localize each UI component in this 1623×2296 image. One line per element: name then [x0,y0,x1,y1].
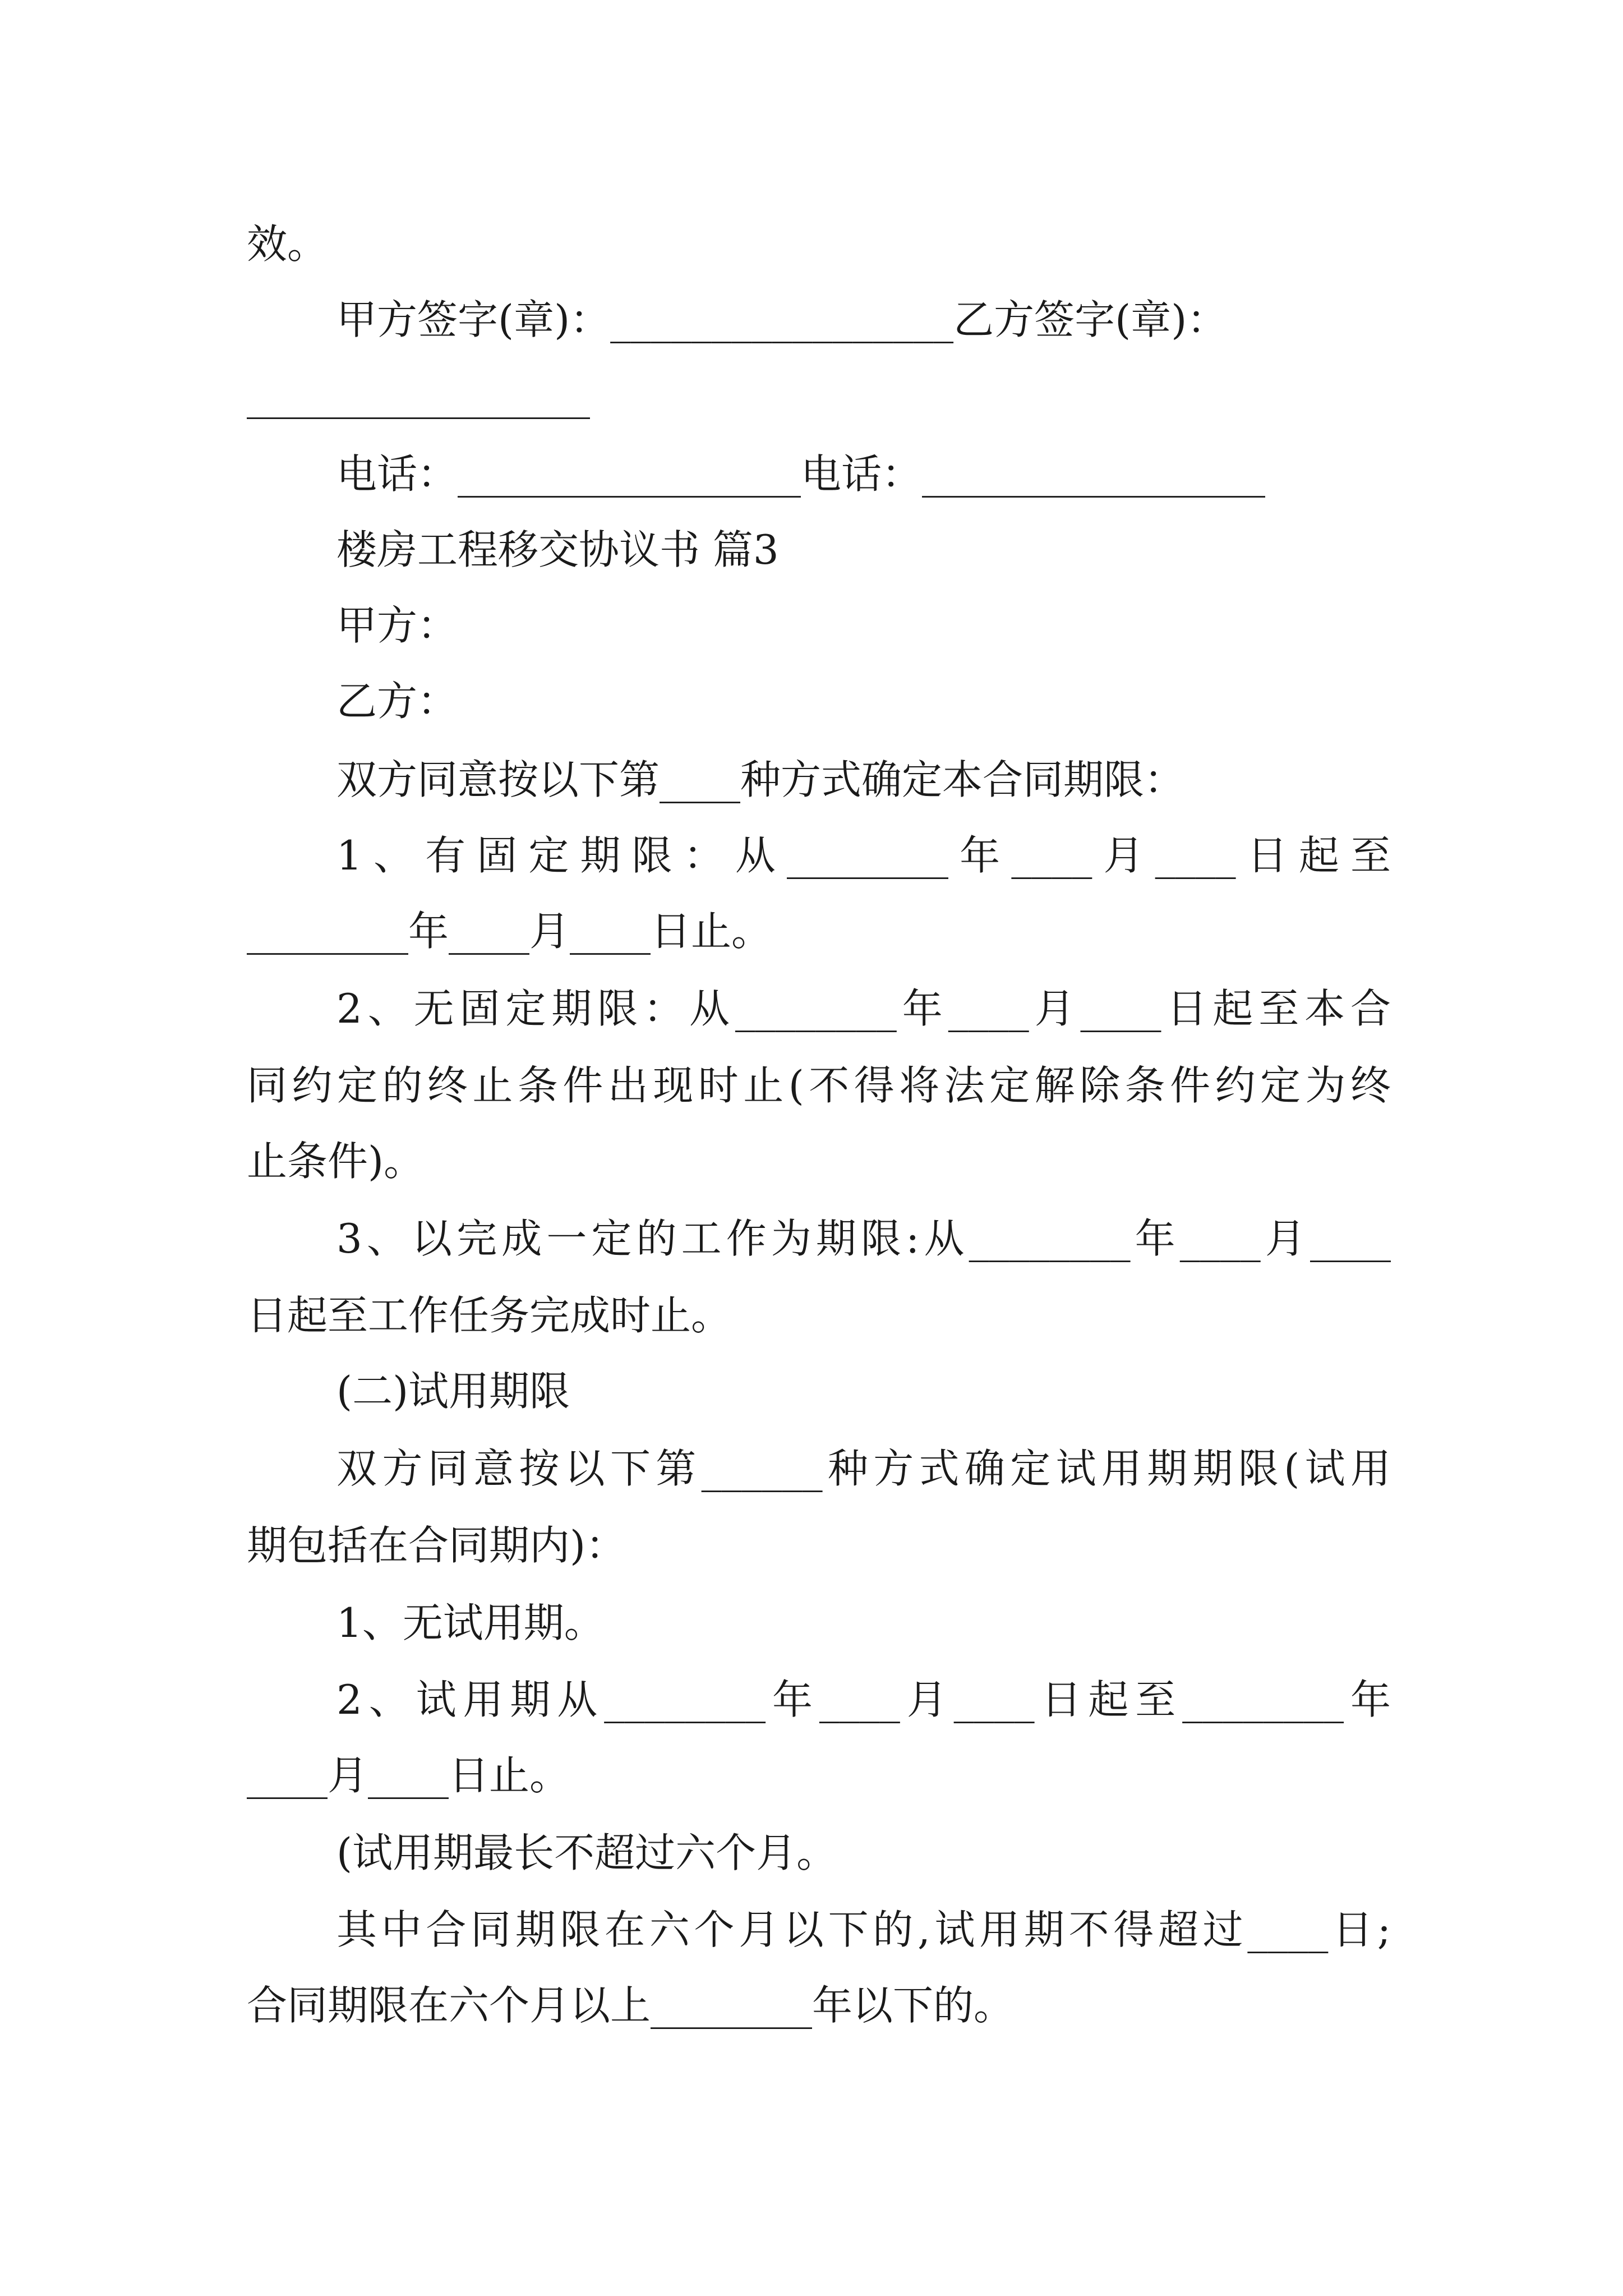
text-line: 2、无固定期限：从________年____月____日起至本合 [336,985,1391,1032]
text-line: 其中合同期限在六个月以下的,试用期不得超过____日; [336,1906,1391,1953]
text-line: 1、无试用期。 [336,1599,605,1646]
text-line: 1、有固定期限：从________年____月____日起至 [336,832,1391,879]
text-line: 同约定的终止条件出现时止(不得将法定解除条件约定为终 [247,1062,1391,1109]
text-line: 日起至工作任务完成时止。 [247,1292,732,1339]
party-a-line: 甲方： [336,602,458,649]
text-line: ____月____日止。 [247,1752,570,1799]
signature-line: 甲方签字(章)：_________________乙方签字(章)： [336,296,1228,343]
text-line: ________年____月____日止。 [247,908,772,955]
section-title: 楼房工程移交协议书 篇3 [336,526,779,573]
text-line: 止条件)。 [247,1138,425,1185]
phone-line: 电话：_________________电话：_________________ [336,450,1266,498]
party-b-line: 乙方： [336,678,458,725]
text-line: 期包括在合同期内)： [247,1522,626,1569]
text-line: 合同期限在六个月以上________年以下的。 [247,1982,1015,2029]
text-line: 效。 [247,220,328,268]
text-line: 双方同意按以下第____种方式确定本合同期限： [336,756,1185,803]
text-line: 3、以完成一定的工作为期限:从________年____月____ [336,1215,1391,1262]
text-line: 2、试用期从________年____月____日起至________年 [336,1676,1391,1723]
signature-blank: _________________ [247,372,590,419]
text-line: (试用期最长不超过六个月。 [336,1829,837,1876]
text-line: 双方同意按以下第______种方式确定试用期期限(试用 [336,1445,1391,1492]
subheading: (二)试用期限 [336,1368,570,1415]
